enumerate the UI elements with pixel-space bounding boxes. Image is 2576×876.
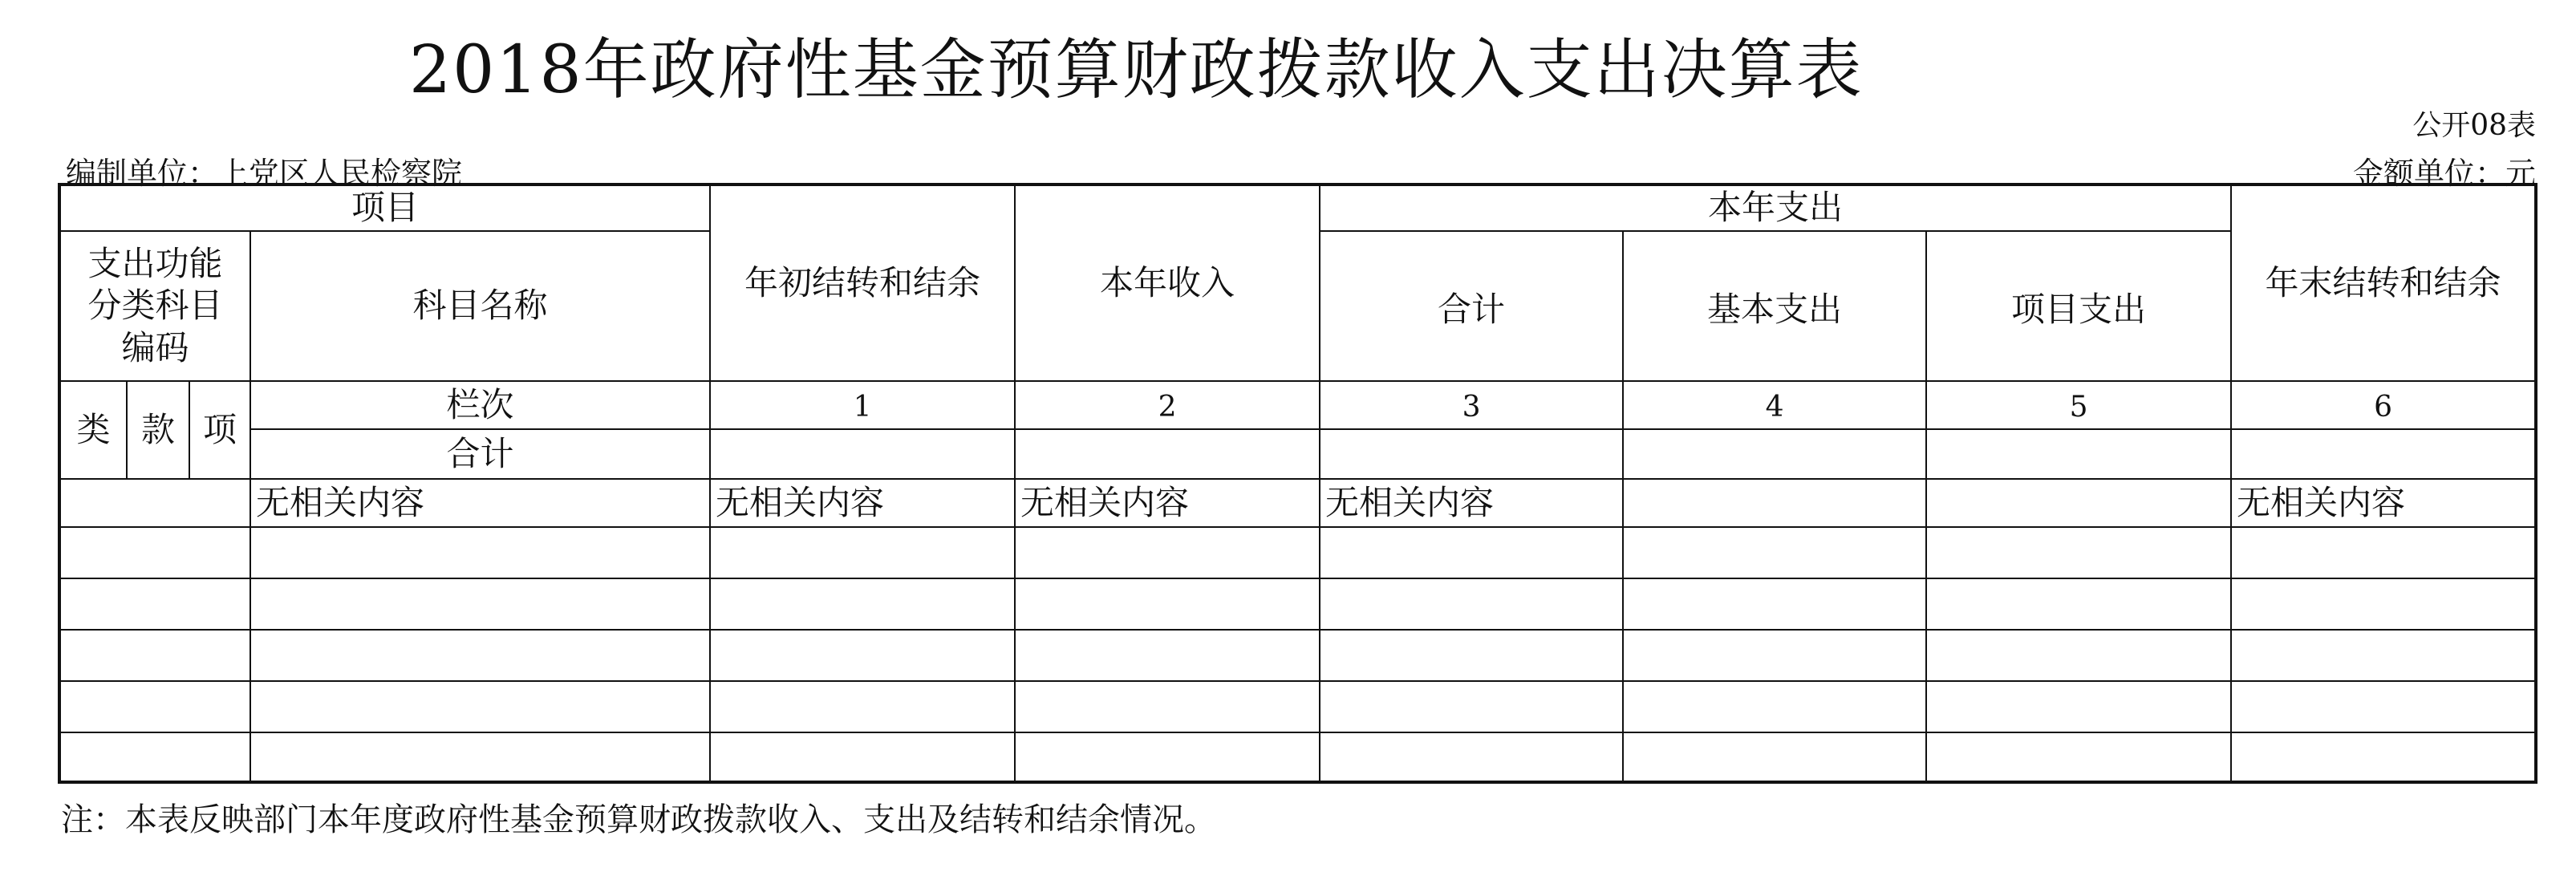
table-cell (250, 681, 710, 732)
table-cell (1623, 732, 1926, 782)
table-cell (710, 527, 1015, 578)
table-cell (1926, 429, 2231, 479)
table-cell (1926, 578, 2231, 630)
table-cell (250, 732, 710, 782)
total-row (59, 429, 2536, 479)
table-cell (2231, 732, 2536, 782)
table-cell (1015, 732, 1320, 782)
table-cell (710, 578, 1015, 630)
table-cell (59, 527, 250, 578)
table-cell (250, 630, 710, 681)
table-cell (1926, 681, 2231, 732)
table-cell (1926, 527, 2231, 578)
total-row-label: 合计 (250, 429, 710, 479)
column-number-label: 栏次 (250, 381, 710, 429)
budget-table (58, 183, 2537, 784)
row-expense-total: 无相关内容 (1320, 479, 1623, 527)
header-income: 本年收入 (1015, 185, 1320, 381)
header-lei: 类 (59, 381, 127, 479)
table-cell (1015, 429, 1320, 479)
column-number-row (59, 381, 2536, 429)
empty-row (59, 681, 2536, 732)
table-cell (1015, 527, 1320, 578)
header-total: 合计 (1320, 231, 1623, 381)
table-cell (710, 732, 1015, 782)
currency-unit: 金额单位：元 (2352, 156, 2536, 191)
header-subject-name: 科目名称 (250, 231, 710, 381)
row-basic (1623, 479, 1926, 527)
table-row (59, 479, 2536, 527)
table-cell (1015, 630, 1320, 681)
table-cell (250, 578, 710, 630)
table-cell (1320, 630, 1623, 681)
table-cell (250, 527, 710, 578)
table-cell (59, 732, 250, 782)
table-cell (2231, 630, 2536, 681)
header-basic: 基本支出 (1623, 231, 1926, 381)
table-cell (2231, 681, 2536, 732)
header-carry-end: 年末结转和结余 (2231, 185, 2536, 381)
empty-row (59, 527, 2536, 578)
column-number-6: 6 (2231, 381, 2536, 429)
table-cell (1320, 681, 1623, 732)
form-number: 公开08表 (2412, 109, 2536, 142)
table-cell (1623, 681, 1926, 732)
table-cell (1623, 429, 1926, 479)
column-number-5: 5 (1926, 381, 2231, 429)
table-cell (59, 630, 250, 681)
table-cell (1926, 630, 2231, 681)
table-cell (1320, 732, 1623, 782)
header-project: 项目支出 (1926, 231, 2231, 381)
header-item: 项目 (59, 185, 710, 231)
header-kuan: 款 (127, 381, 189, 479)
row-carry-end: 无相关内容 (2231, 479, 2536, 527)
empty-row (59, 732, 2536, 782)
table-cell (1015, 681, 1320, 732)
document-title: 2018年政府性基金预算财政拨款收入支出决算表 (409, 32, 1864, 108)
table-cell (1926, 732, 2231, 782)
table-cell (1015, 578, 1320, 630)
row-carry-begin: 无相关内容 (710, 479, 1015, 527)
table-cell (59, 681, 250, 732)
column-number-2: 2 (1015, 381, 1320, 429)
table-footnote: 注：本表反映部门本年度政府性基金预算财政拨款收入、支出及结转和结余情况。 (61, 801, 1216, 838)
table-cell (1623, 630, 1926, 681)
column-number-4: 4 (1623, 381, 1926, 429)
header-carry-begin: 年初结转和结余 (710, 185, 1015, 381)
row-income: 无相关内容 (1015, 479, 1320, 527)
column-number-3: 3 (1320, 381, 1623, 429)
reporting-unit: 编制单位：上党区人民检察院 (66, 156, 463, 191)
row-project (1926, 479, 2231, 527)
row-subject-name: 无相关内容 (250, 479, 710, 527)
header-row-1 (59, 185, 2536, 231)
column-number-1: 1 (710, 381, 1015, 429)
table-cell (710, 429, 1015, 479)
header-xiang: 项 (189, 381, 250, 479)
table-cell (1623, 527, 1926, 578)
table-cell (2231, 578, 2536, 630)
table-cell (2231, 429, 2536, 479)
table-cell (710, 630, 1015, 681)
empty-row (59, 578, 2536, 630)
header-code-group: 支出功能分类科目编码 (59, 231, 250, 381)
empty-row (59, 630, 2536, 681)
table-cell (59, 578, 250, 630)
header-expense-group: 本年支出 (1320, 185, 2231, 231)
table-cell (710, 681, 1015, 732)
table-cell (2231, 527, 2536, 578)
table-cell (1623, 578, 1926, 630)
table-cell (1320, 429, 1623, 479)
table-cell (1320, 527, 1623, 578)
table-cell (1320, 578, 1623, 630)
row-code (59, 479, 250, 527)
